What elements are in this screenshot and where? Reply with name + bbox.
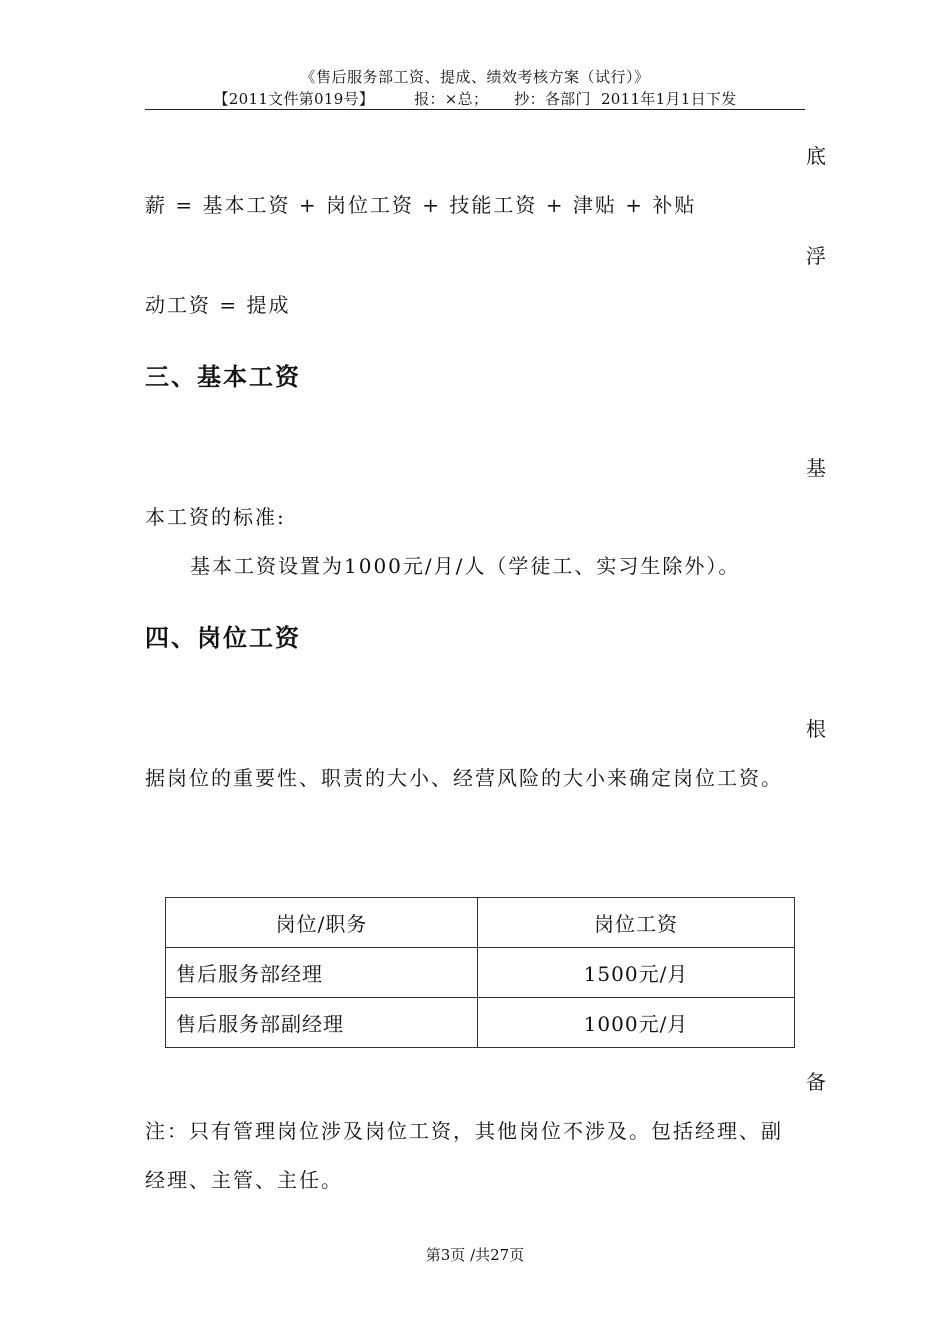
base-salary-formula: 薪 = 基本工资 + 岗位工资 + 技能工资 + 津贴 + 补贴: [145, 193, 697, 217]
basic-salary-standard-label: 本工资的标准:: [145, 505, 286, 529]
table-cell-salary: 1000元/月: [478, 998, 795, 1048]
table-header-cell: 岗位/职务: [166, 898, 478, 948]
copy-to: 抄：各部门: [514, 90, 591, 108]
section-heading-position-salary: 四、岗位工资: [145, 623, 301, 652]
report-to: 报：×总；: [414, 90, 489, 108]
issue-date: 2011年1月1日下发: [600, 90, 737, 108]
paragraph-wrap-char: 基: [806, 456, 826, 480]
table-row: [166, 948, 795, 998]
paragraph-wrap-char: 根: [806, 717, 826, 741]
table-row: [166, 998, 795, 1048]
table-cell-salary: 1500元/月: [478, 948, 795, 998]
table-cell-position: 售后服务部副经理: [166, 998, 478, 1048]
position-salary-table: [165, 897, 795, 1048]
position-salary-basis: 据岗位的重要性、职责的大小、经营风险的大小来确定岗位工资。: [145, 766, 783, 790]
paragraph-wrap-char: 浮: [806, 244, 826, 268]
floating-salary-formula: 动工资 = 提成: [145, 293, 291, 317]
table-header-row: [166, 898, 795, 948]
paragraph-wrap-char: 底: [806, 144, 826, 168]
section-heading-basic-salary: 三、基本工资: [145, 362, 301, 391]
table-header-cell: 岗位工资: [478, 898, 795, 948]
table-cell-position: 售后服务部经理: [166, 948, 478, 998]
page-number: 第3页 /共27页: [425, 1246, 525, 1264]
document-number: 【2011文件第019号】: [213, 90, 375, 108]
document-title: 《售后服务部工资、提成、绩效考核方案（试行）》: [300, 68, 650, 86]
basic-salary-detail: 基本工资设置为1000元/月/人（学徒工、实习生除外）。: [190, 554, 741, 578]
note-line: 经理、主管、主任。: [145, 1168, 343, 1192]
header-divider: [145, 109, 805, 110]
document-meta: [0, 88, 950, 109]
paragraph-wrap-char: 备: [806, 1070, 826, 1094]
note-line: 注：只有管理岗位涉及岗位工资，其他岗位不涉及。包括经理、副: [145, 1119, 783, 1143]
